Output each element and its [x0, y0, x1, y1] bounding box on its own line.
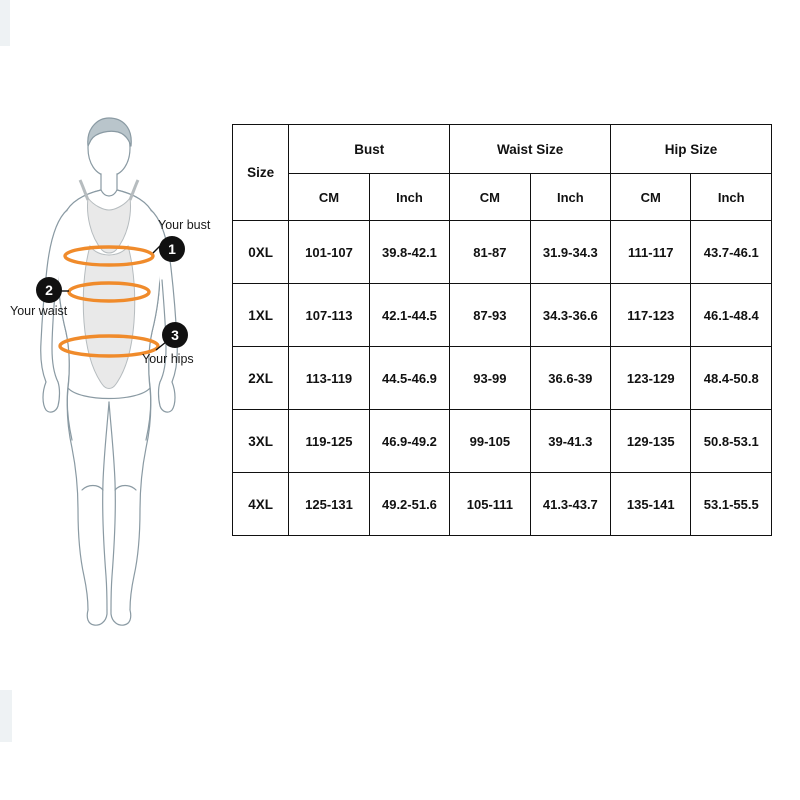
table-row	[233, 221, 772, 284]
header-hip-inch: Inch	[691, 174, 772, 221]
cell-hip-inch: 48.4-50.8	[691, 347, 772, 410]
cell-bust-inch: 46.9-49.2	[369, 410, 449, 473]
cell-bust-inch: 39.8-42.1	[369, 221, 449, 284]
cell-size: 2XL	[233, 347, 289, 410]
cell-hip-inch: 50.8-53.1	[691, 410, 772, 473]
cell-hip-inch: 43.7-46.1	[691, 221, 772, 284]
cell-hip-cm: 123-129	[611, 347, 691, 410]
female-body-illustration	[10, 110, 235, 630]
table-header-groups	[233, 125, 772, 174]
callout-number-3: 3	[162, 322, 188, 348]
header-bust-cm: CM	[289, 174, 369, 221]
cell-waist-cm: 99-105	[450, 410, 530, 473]
cell-waist-cm: 93-99	[450, 347, 530, 410]
cell-waist-inch: 36.6-39	[530, 347, 610, 410]
cell-hip-inch: 46.1-48.4	[691, 284, 772, 347]
header-bust-inch: Inch	[369, 174, 449, 221]
cell-waist-cm: 87-93	[450, 284, 530, 347]
edge-artifact-top	[0, 0, 10, 46]
cell-bust-inch: 42.1-44.5	[369, 284, 449, 347]
cell-hip-cm: 117-123	[611, 284, 691, 347]
edge-artifact-bottom	[0, 690, 12, 742]
cell-size: 3XL	[233, 410, 289, 473]
cell-bust-cm: 113-119	[289, 347, 369, 410]
callout-label-waist: Your waist	[10, 304, 68, 318]
header-group-hip: Hip Size	[611, 125, 772, 174]
cell-bust-cm: 119-125	[289, 410, 369, 473]
callout-number-1: 1	[159, 236, 185, 262]
cell-hip-cm: 129-135	[611, 410, 691, 473]
cell-waist-inch: 34.3-36.6	[530, 284, 610, 347]
callout-label-bust: Your bust	[158, 218, 211, 232]
header-hip-cm: CM	[611, 174, 691, 221]
cell-hip-inch: 53.1-55.5	[691, 473, 772, 536]
header-waist-cm: CM	[450, 174, 530, 221]
cell-waist-cm: 105-111	[450, 473, 530, 536]
header-group-bust: Bust	[289, 125, 450, 174]
cell-hip-cm: 135-141	[611, 473, 691, 536]
table-row	[233, 410, 772, 473]
header-waist-inch: Inch	[530, 174, 610, 221]
header-size: Size	[233, 125, 289, 221]
table-row	[233, 347, 772, 410]
cell-bust-cm: 125-131	[289, 473, 369, 536]
cell-size: 0XL	[233, 221, 289, 284]
size-chart-table	[232, 124, 772, 536]
cell-waist-inch: 31.9-34.3	[530, 221, 610, 284]
cell-bust-cm: 101-107	[289, 221, 369, 284]
table-row	[233, 473, 772, 536]
cell-waist-inch: 41.3-43.7	[530, 473, 610, 536]
callout-label-hips: Your hips	[142, 352, 194, 366]
cell-bust-inch: 49.2-51.6	[369, 473, 449, 536]
body-figure	[10, 110, 235, 630]
cell-waist-cm: 81-87	[450, 221, 530, 284]
table-row	[233, 284, 772, 347]
cell-waist-inch: 39-41.3	[530, 410, 610, 473]
cell-bust-cm: 107-113	[289, 284, 369, 347]
cell-size: 1XL	[233, 284, 289, 347]
cell-size: 4XL	[233, 473, 289, 536]
cell-bust-inch: 44.5-46.9	[369, 347, 449, 410]
callout-number-2: 2	[36, 277, 62, 303]
table-header-units	[233, 174, 772, 221]
header-group-waist: Waist Size	[450, 125, 611, 174]
cell-hip-cm: 111-117	[611, 221, 691, 284]
